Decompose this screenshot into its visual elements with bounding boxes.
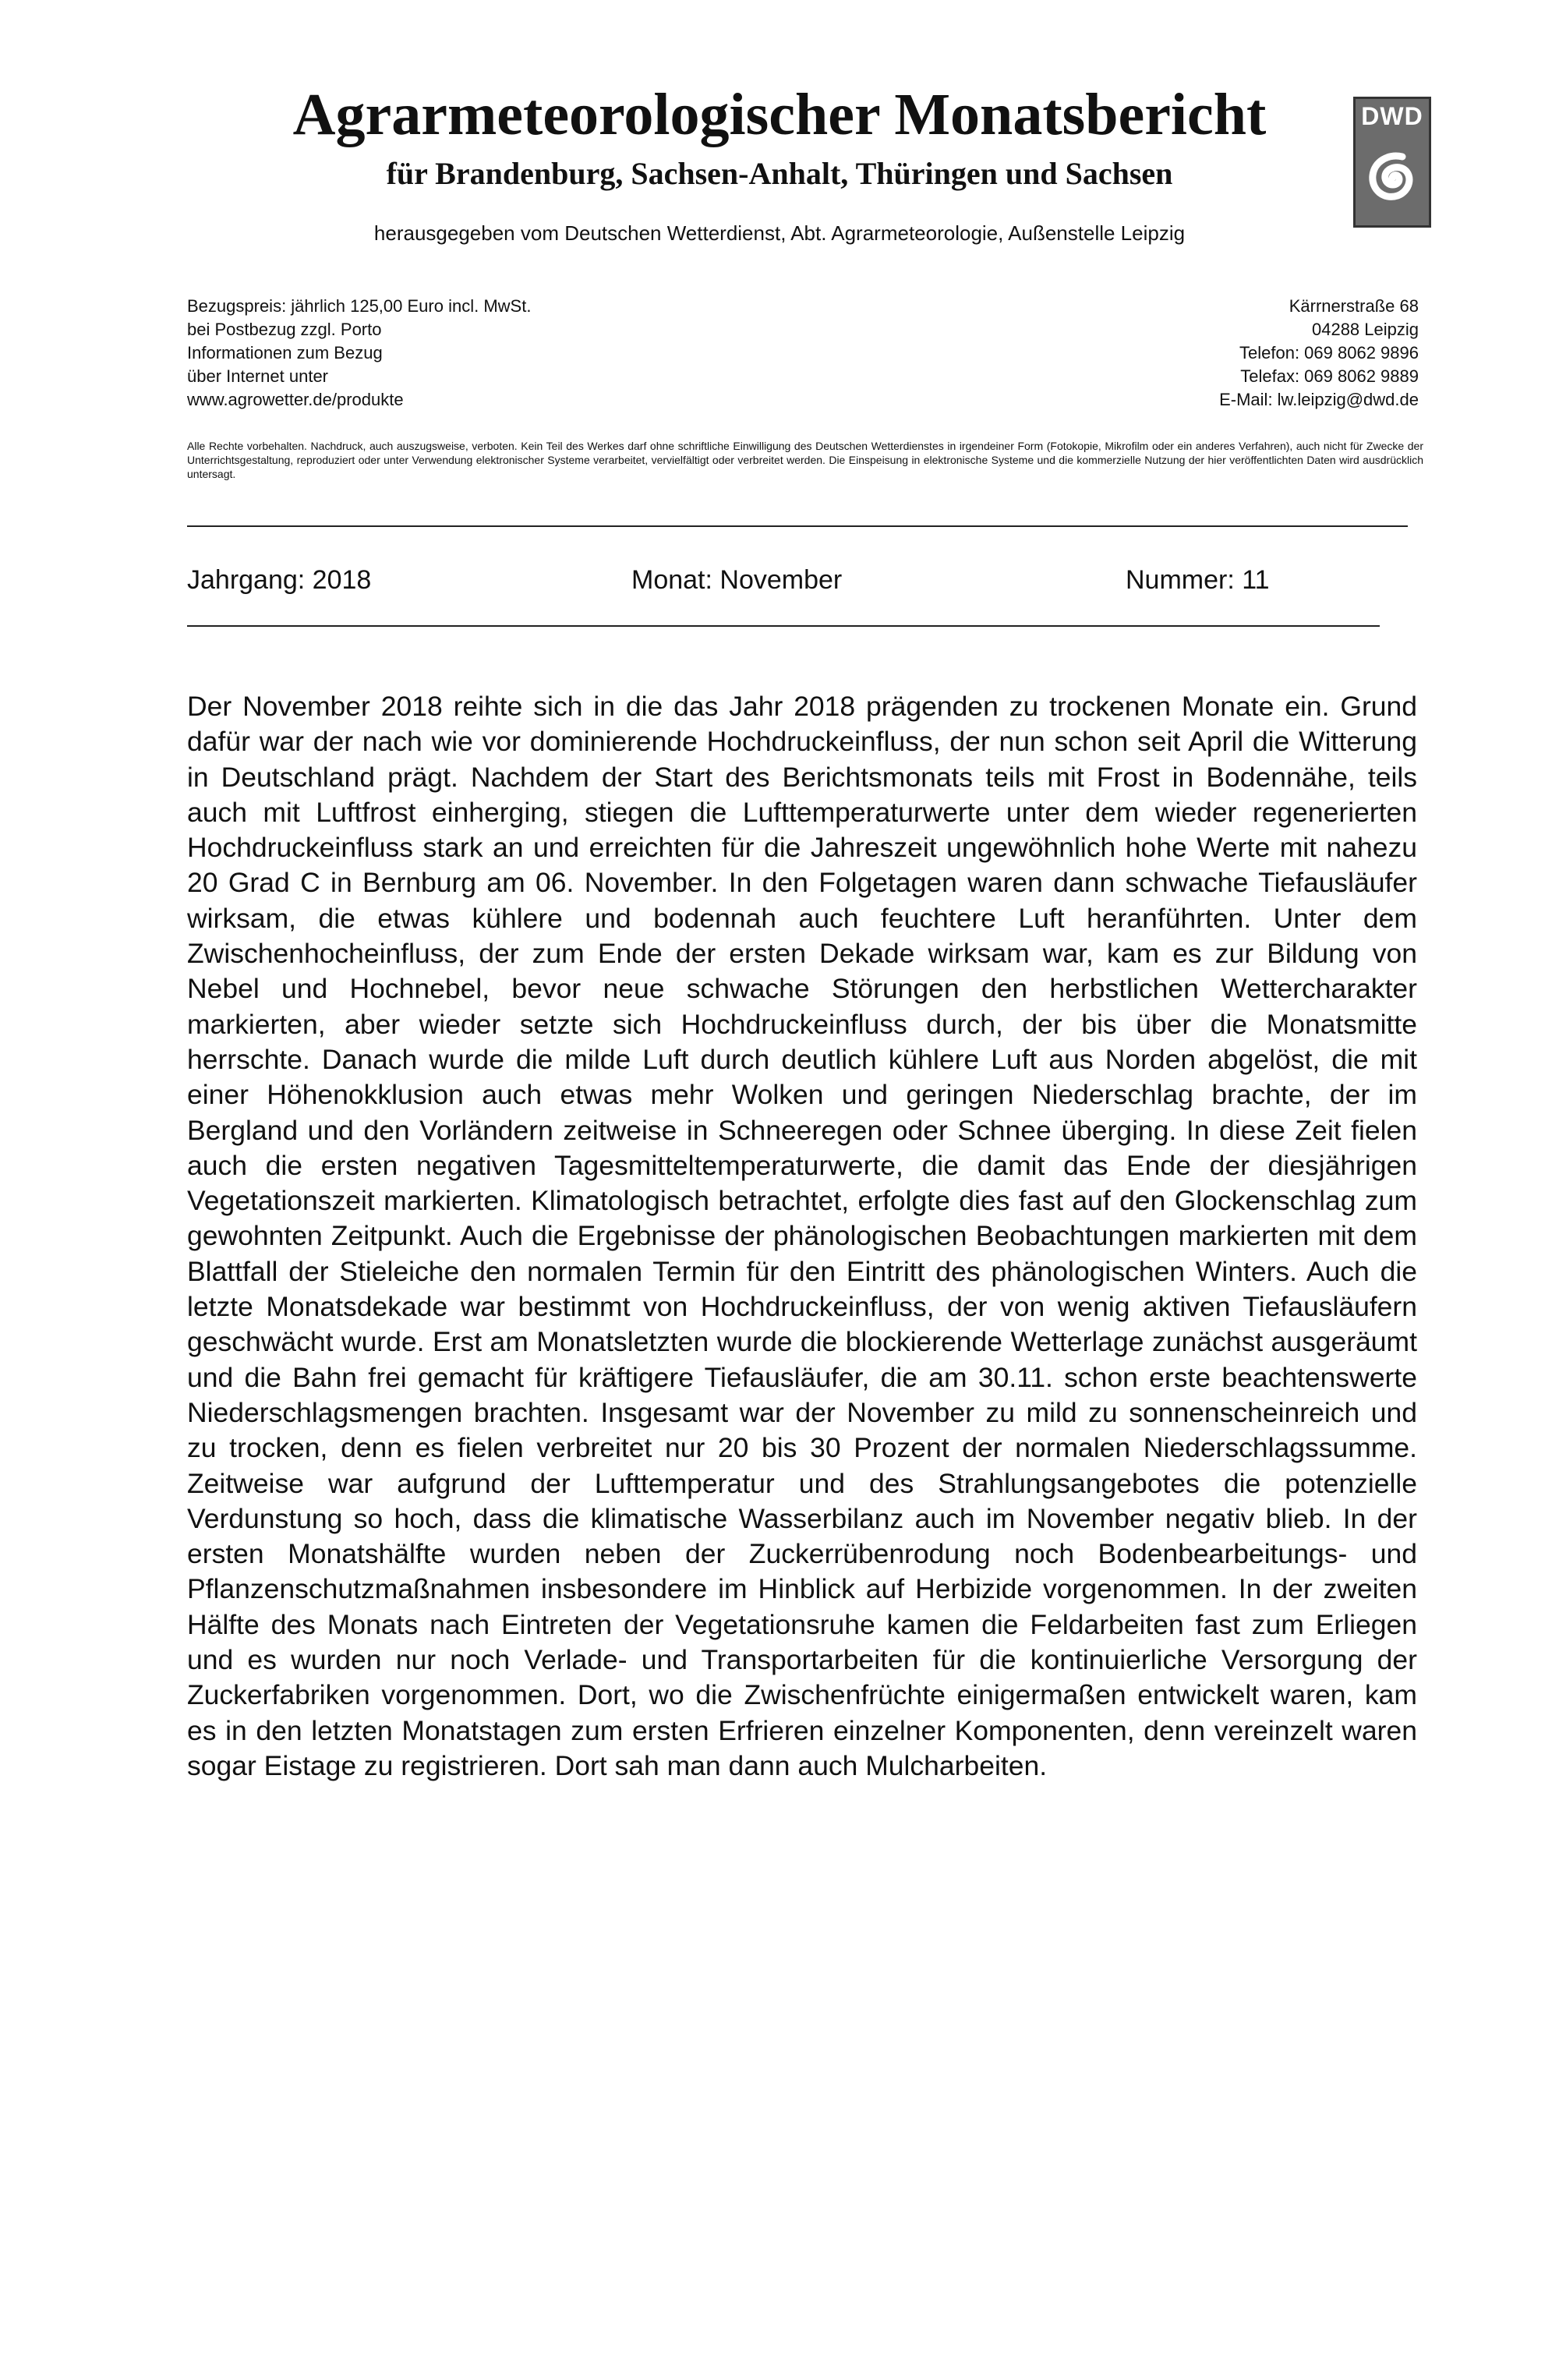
publisher-line: herausgegeben vom Deutschen Wetterdienst, Abt. Agrarmeteorologie, Außenstelle Leipzig xyxy=(373,221,1186,245)
report-title: Agrarmeteorologischer Monatsbericht xyxy=(292,82,1267,147)
internet-note: über Internet unter xyxy=(187,366,329,386)
postage-note: bei Postbezug zzgl. Porto xyxy=(187,320,382,339)
dwd-logo xyxy=(1353,97,1431,228)
logo-text: DWD xyxy=(1361,102,1423,130)
meta-month: Monat: November xyxy=(631,565,843,595)
street-address: Kärrnerstraße 68 xyxy=(1289,296,1419,316)
email-link[interactable]: E-Mail: lw.leipzig@dwd.de xyxy=(1219,390,1419,409)
contact-info xyxy=(1091,295,1419,412)
subscription-price: Bezugspreis: jährlich 125,00 Euro incl. MwSt. xyxy=(187,296,532,316)
info-note: Informationen zum Bezug xyxy=(187,343,383,362)
subscription-info xyxy=(187,295,531,412)
postal-city: 04288 Leipzig xyxy=(1311,320,1419,339)
phone-number: Telefon: 069 8062 9896 xyxy=(1239,343,1419,362)
fax-number: Telefax: 069 8062 9889 xyxy=(1240,366,1419,386)
report-body: Der November 2018 reihte sich in die das Jahr 2018 prägenden zu trockenen Monate ein. Grund dafür war der nach wie vor dominierende Hochdruckeinfluss, der nun schon seit April die Witterung in Deutschland prägt. Nachdem der Start des Berichtsmonats teils mit Frost in Bodennähe, teils auch mit Luftfrost einherging, stiegen die Lufttemperaturwerte unter dem wieder regenerierten Hochdruckeinfluss stark an und erreichten für die Jahreszeit ungewöhnlich hohe Werte mit nahezu 20 Grad C in Bernburg am 06. November. In den Folgetagen waren dann schwache Tiefausläufer wirksam, die etwas kühlere und bodennah auch feuchtere Luft heranführten. Unter dem Zwischenhocheinfluss, der zum Ende der ersten Dekade wirksam war, kam es zur Bildung von Nebel und Hochnebel, bevor neue schwache Störungen den herbstlichen Wettercharakter markierten, aber wieder setzte sich Hochdruckeinfluss durch, der bis über die Monatsmitte herrschte. Danach wurde die milde Luft durch deutlich kühlere Luft aus Norden abgelöst, die mit einer Höhenokklusion auch etwas mehr Wolken und geringen Niederschlag brachte, der im Bergland und den Vorländern zeitweise in Schneeregen oder Schnee überging. In diese Zeit fielen auch die ersten negativen Tagesmitteltemperaturwerte, die damit das Ende der diesjährigen Vegetationszeit markierten. Klimatologisch betrachtet, erfolgte dies fast auf den Glockenschlag zum gewohnten Zeitpunkt. Auch die Ergebnisse der phänologischen Beobachtungen markierten mit dem Blattfall der Stieleiche den normalen Termin für den Eintritt des phänologischen Winters. Auch die letzte Monatsdekade war bestimmt von Hochdruckeinfluss, der von wenig aktiven Tiefausläufern geschwächt wurde. Erst am Monatsletzten wurde die blockierende Wetterlage zunächst ausgeräumt und die Bahn frei gemacht für kräftigere Tiefausläufer, die am 30.11. schon erste beachtenswerte Niederschlagsmengen brachten. Insgesamt war der November zu mild zu sonnenscheinreich und zu trocken, denn es fielen verbreitet nur 20 bis 30 Prozent der normalen Niederschlagssumme. Zeitweise war aufgrund der Lufttemperatur und des Strahlungsangebotes die potenzielle Verdunstung so hoch, dass die klimatische Wasserbilanz auch im November negativ blieb. In der ersten Monatshälfte wurden neben der Zuckerrübenrodung noch Bodenbearbeitungs- und Pflanzenschutzmaßnahmen insbesondere im Hinblick auf Herbizide vorgenommen. In der zweiten Hälfte des Monats nach Eintreten der Vegetationsruhe kamen die Feldarbeiten fast zum Erliegen und es wurden nur noch Verlade- und Transportarbeiten für die kontinuierliche Versorgung der Zuckerfabriken vorgenommen. Dort, wo die Zwischenfrüchte einigermaßen entwickelt waren, kam es in den letzten Monatstagen zum ersten Erfrieren einzelner Komponenten, denn vereinzelt waren sogar Eistage zu registrieren. Dort sah man dann auch Mulcharbeiten. xyxy=(187,691,1417,1781)
meta-year: Jahrgang: 2018 xyxy=(187,565,372,595)
report-subtitle: für Brandenburg, Sachsen-Anhalt, Thüringen und Sachsen xyxy=(386,156,1173,191)
divider-bottom xyxy=(187,625,1380,627)
copyright-notice: Alle Rechte vorbehalten. Nachdruck, auch auszugsweise, verboten. Kein Teil des Werkes darf ohne schriftliche Einwilligung des Deutschen Wetterdienstes in irgendeiner Form (Fotokopie, Mikrofilm oder ein anderes Verfahren), auch nicht für Zwecke der Unterrichtsgestaltung, reproduziert oder unter Verwendung elektronischer Systeme verarbeitet, vervielfältigt oder verbreitet werden. Die Einspeisung in elektronische Systeme und die kommerzielle Nutzung der hier veröffentlichten Daten wird ausdrücklich untersagt. xyxy=(187,440,1423,480)
website-link[interactable]: www.agrowetter.de/produkte xyxy=(187,390,404,409)
divider-top xyxy=(187,525,1408,527)
dwd-spiral-icon xyxy=(1362,143,1423,213)
meta-number: Nummer: 11 xyxy=(1126,565,1270,595)
